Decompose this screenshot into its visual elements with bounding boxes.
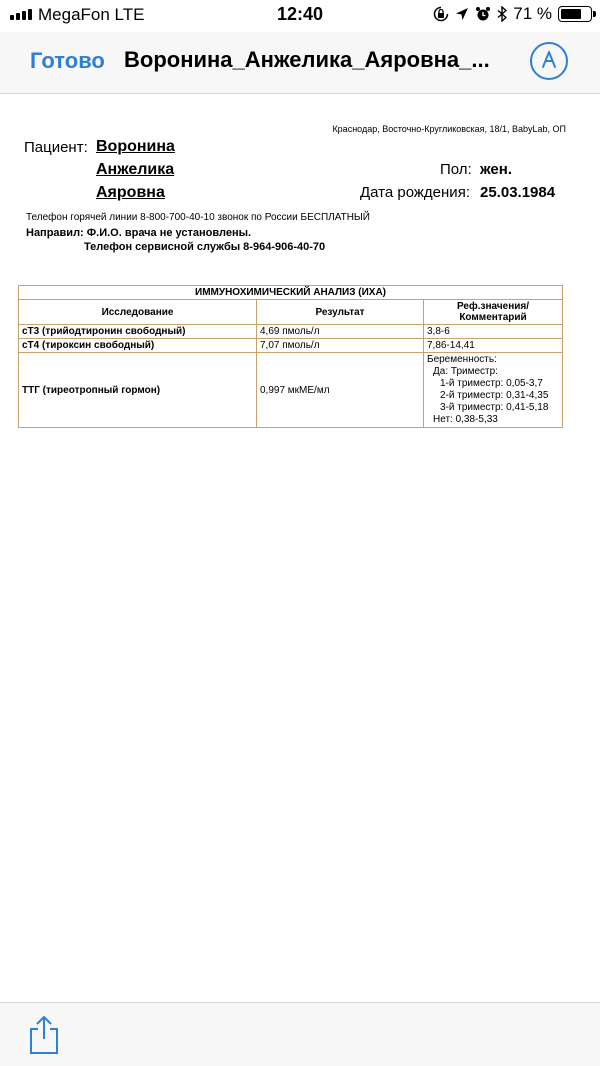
test-reference: 3,8-6 — [424, 325, 563, 339]
sex-label: Пол: — [440, 161, 472, 178]
markup-button[interactable] — [530, 42, 568, 80]
dob-value: 25.03.1984 — [480, 184, 556, 201]
rotation-lock-icon — [433, 6, 449, 22]
test-result: 4,69 пмоль/л — [257, 325, 424, 339]
test-result: 7,07 пмоль/л — [257, 339, 424, 353]
reference-line: Да: Триместр: — [433, 366, 498, 377]
location-icon — [455, 7, 469, 21]
share-button[interactable] — [28, 1015, 60, 1055]
sex-value: жен. — [480, 161, 513, 178]
bottom-toolbar — [0, 1002, 600, 1066]
patient-surname: Воронина — [96, 138, 175, 155]
bluetooth-icon — [497, 6, 507, 22]
carrier-label: MegaFon LTE — [38, 5, 145, 24]
service-phone: Телефон сервисной службы 8-964-906-40-70 — [84, 241, 326, 253]
table-row — [19, 339, 563, 353]
patient-patronymic: Аяровна — [96, 184, 165, 201]
clock: 12:40 — [276, 4, 324, 24]
table-title: ИММУНОХИМИЧЕСКИЙ АНАЛИЗ (ИХА) — [19, 286, 563, 300]
nav-bar — [0, 32, 600, 94]
battery-level-fill — [561, 9, 581, 19]
done-button[interactable]: Готово — [30, 48, 105, 73]
hotline-text: Телефон горячей линии 8-800-700-40-10 звонок по России БЕСПЛАТНЫЙ — [26, 212, 370, 223]
referred-by: Направил: Ф.И.О. врача не установлены. — [26, 227, 252, 239]
markup-pen-icon — [538, 50, 560, 72]
document-page — [0, 94, 600, 1002]
document-title: Воронина_Анжелика_Аяровна_... — [124, 47, 490, 72]
battery-icon — [558, 6, 592, 22]
reference-line: Нет: 0,38-5,33 — [433, 414, 498, 425]
results-table — [18, 285, 563, 428]
test-name: ТТГ (тиреотропный гормон) — [19, 353, 257, 428]
patient-label: Пациент: — [24, 139, 88, 156]
alarm-icon — [475, 6, 491, 22]
dob-label: Дата рождения: — [360, 184, 470, 201]
patient-first-name: Анжелика — [96, 161, 175, 178]
reference-line: 2-й триместр: 0,31-4,35 — [440, 390, 549, 401]
test-result: 0,997 мкМЕ/мл — [257, 353, 424, 428]
reference-line: Беременность: — [427, 354, 497, 365]
table-row — [19, 325, 563, 339]
reference-line: 1-й триместр: 0,05-3,7 — [440, 378, 543, 389]
status-icons — [433, 4, 592, 24]
lab-address: Краснодар, Восточно-Кругликовская, 18/1, BabyLab, ОП — [332, 124, 566, 134]
test-reference: 7,86-14,41 — [424, 339, 563, 353]
table-row — [19, 353, 563, 428]
battery-percent: 71 % — [513, 4, 552, 23]
column-header-reference: Реф.значения/ Комментарий — [424, 300, 563, 325]
reference-line: 3-й триместр: 0,41-5,18 — [440, 402, 549, 413]
test-reference — [424, 353, 563, 428]
column-header-result: Результат — [257, 300, 424, 325]
test-name: сТ3 (трийодтиронин свободный) — [19, 325, 257, 339]
column-header-test: Исследование — [19, 300, 257, 325]
status-bar — [0, 0, 600, 32]
share-icon — [28, 1015, 60, 1055]
test-name: сТ4 (тироксин свободный) — [19, 339, 257, 353]
